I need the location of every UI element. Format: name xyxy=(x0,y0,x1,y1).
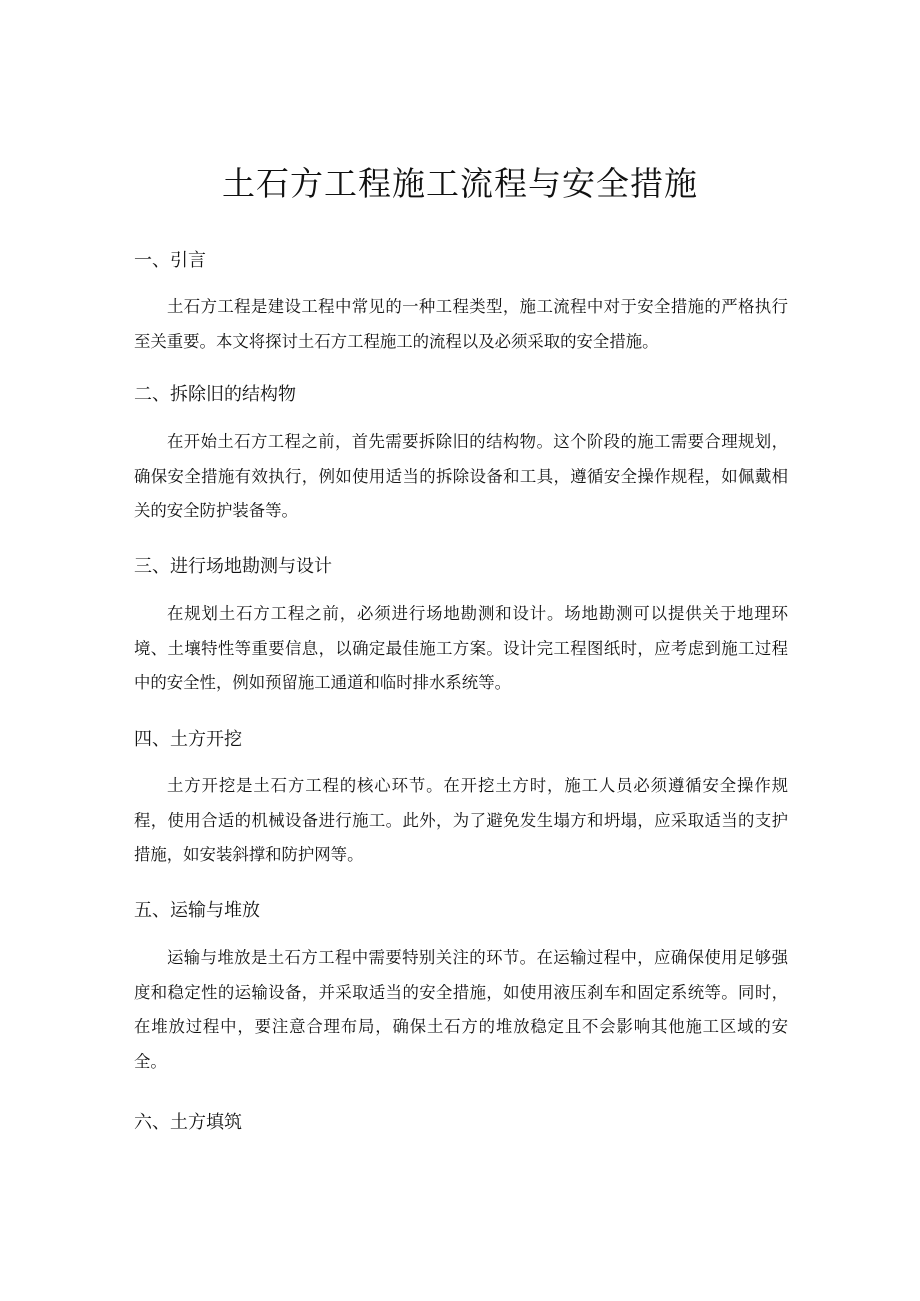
section-heading-site-survey: 三、进行场地勘测与设计 xyxy=(134,556,332,577)
section-heading-introduction: 一、引言 xyxy=(134,250,206,271)
section-body-demolition: 在开始土石方工程之前，首先需要拆除旧的结构物。这个阶段的施工需要合理规划，确保安全措施有效执行，例如使用适当的拆除设备和工具，遵循安全操作规程，如佩戴相关的安全防护装备等。 xyxy=(134,432,788,520)
document-title: 土石方工程施工流程与安全措施 xyxy=(222,164,698,203)
section-body-transport: 运输与堆放是土石方工程中需要特别关注的环节。在运输过程中，应确保使用足够强度和稳定性的运输设备，并采取适当的安全措施，如使用液压刹车和固定系统等。同时，在堆放过程中，要注意合理布局，确保土石方的堆放稳定且不会影响其他施工区域的安全。 xyxy=(134,948,788,1071)
section-heading-filling: 六、土方填筑 xyxy=(134,1112,242,1133)
section-body-site-survey: 在规划土石方工程之前，必须进行场地勘测和设计。场地勘测可以提供关于地理环境、土壤特性等重要信息，以确定最佳施工方案。设计完工程图纸时，应考虑到施工过程中的安全性，例如预留施工通道和临时排水系统等。 xyxy=(134,604,788,692)
section-heading-excavation: 四、土方开挖 xyxy=(134,729,242,750)
section-body-introduction: 土石方工程是建设工程中常见的一种工程类型，施工流程中对于安全措施的严格执行至关重要。本文将探讨土石方工程施工的流程以及必须采取的安全措施。 xyxy=(134,297,788,351)
section-heading-transport: 五、运输与堆放 xyxy=(134,900,260,921)
section-body-excavation: 土方开挖是土石方工程的核心环节。在开挖土方时，施工人员必须遵循安全操作规程，使用合适的机械设备进行施工。此外，为了避免发生塌方和坍塌，应采取适当的支护措施，如安装斜撑和防护网等。 xyxy=(134,776,788,864)
section-heading-demolition: 二、拆除旧的结构物 xyxy=(134,384,296,405)
